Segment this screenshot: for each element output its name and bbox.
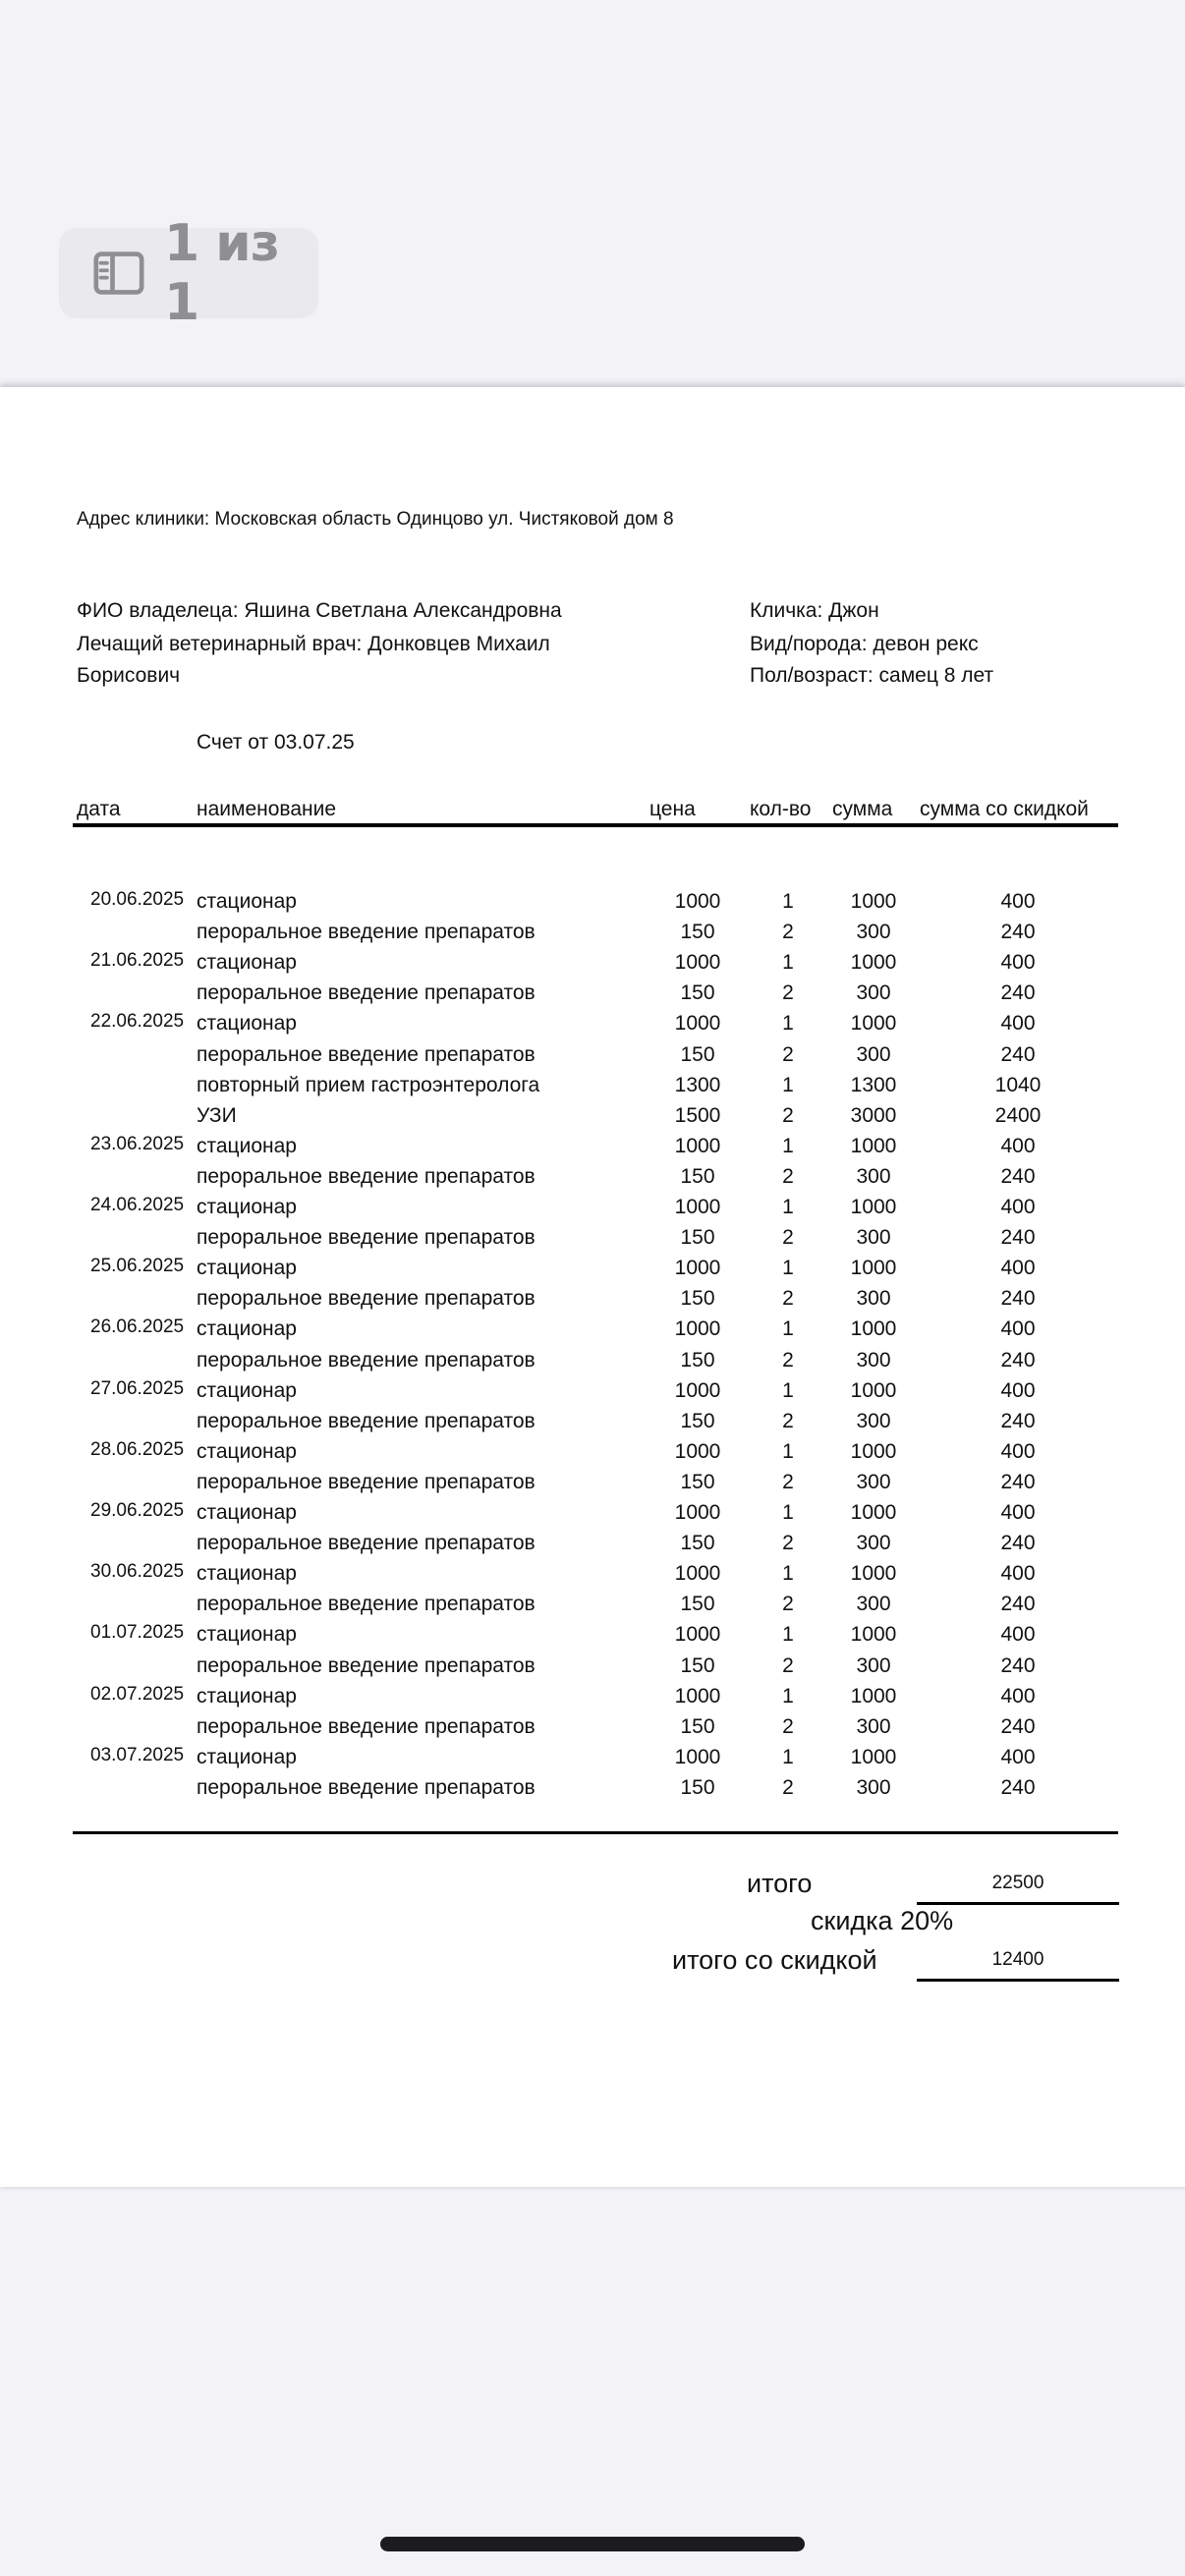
cell-name: стационар	[197, 951, 297, 975]
total-label: итого	[747, 1869, 813, 1898]
cell-qty: 1	[782, 1073, 794, 1096]
cell-name: УЗИ	[197, 1103, 237, 1127]
cell-discounted: 400	[1000, 1134, 1036, 1157]
cell-qty: 1	[782, 1257, 794, 1280]
cell-name: стационар	[197, 1623, 297, 1647]
cell-price: 150	[680, 1470, 715, 1493]
cell-discounted: 240	[1000, 1348, 1036, 1372]
cell-name: пероральное введение препаратов	[197, 1532, 536, 1555]
total-value: 22500	[991, 1873, 1044, 1893]
page-counter[interactable]	[59, 214, 318, 332]
cell-price: 1000	[674, 1196, 721, 1218]
cell-date: 22.06.2025	[90, 1011, 185, 1033]
cell-qty: 1	[782, 1562, 794, 1586]
cell-price: 1000	[674, 1501, 721, 1524]
cell-price: 1000	[674, 1317, 721, 1341]
cell-qty: 1	[782, 1134, 794, 1157]
cell-sum: 1000	[850, 1623, 897, 1647]
cell-discounted: 400	[1000, 1562, 1036, 1586]
cell-date: 28.06.2025	[90, 1438, 185, 1460]
cell-name: пероральное введение препаратов	[197, 1164, 536, 1188]
cell-price: 1000	[674, 1378, 721, 1402]
cell-date: 25.06.2025	[90, 1256, 185, 1277]
cell-price: 150	[680, 1348, 715, 1372]
cell-name: пероральное введение препаратов	[197, 1409, 536, 1432]
cell-sum: 300	[856, 1287, 891, 1311]
cell-sum: 1000	[850, 1562, 897, 1586]
pet-species: Вид/порода: девон рекс	[750, 633, 979, 655]
cell-name: пероральное введение препаратов	[197, 1593, 536, 1616]
cell-price: 150	[680, 921, 715, 944]
cell-sum: 1000	[850, 1745, 897, 1768]
cell-sum: 1000	[850, 1439, 897, 1463]
cell-name: пероральное введение препаратов	[197, 1042, 536, 1066]
cell-name: стационар	[197, 1501, 297, 1524]
cell-name: пероральное введение препаратов	[197, 1348, 536, 1372]
clinic-address: Адрес клиники: Московская область Одинцово ул. Чистяковой дом 8	[77, 509, 674, 530]
cell-name: пероральное введение препаратов	[197, 1470, 536, 1493]
cell-qty: 2	[782, 1714, 794, 1738]
cell-price: 1500	[674, 1103, 721, 1127]
cell-sum: 1300	[850, 1073, 897, 1096]
cell-price: 150	[680, 1532, 715, 1555]
cell-discounted: 400	[1000, 1439, 1036, 1463]
cell-sum: 1000	[850, 1684, 897, 1708]
col-header-price: цена	[649, 798, 696, 820]
cell-sum: 300	[856, 1470, 891, 1493]
cell-price: 150	[680, 1714, 715, 1738]
cell-name: стационар	[197, 890, 297, 913]
cell-qty: 2	[782, 1042, 794, 1066]
cell-sum: 300	[856, 981, 891, 1005]
cell-discounted: 400	[1000, 1317, 1036, 1341]
cell-qty: 1	[782, 1012, 794, 1036]
cell-date: 30.06.2025	[90, 1561, 185, 1583]
cell-sum: 1000	[850, 1378, 897, 1402]
cell-discounted: 400	[1000, 951, 1036, 975]
cell-date: 27.06.2025	[90, 1377, 185, 1399]
cell-qty: 2	[782, 1348, 794, 1372]
doctor-line-2: Борисович	[77, 664, 181, 687]
cell-sum: 300	[856, 1653, 891, 1677]
cell-price: 150	[680, 1593, 715, 1616]
invoice-title: Счет от 03.07.25	[197, 731, 355, 754]
cell-price: 150	[680, 1653, 715, 1677]
cell-discounted: 240	[1000, 1593, 1036, 1616]
cell-discounted: 2400	[994, 1103, 1042, 1127]
cell-price: 1000	[674, 1684, 721, 1708]
cell-sum: 1000	[850, 1257, 897, 1280]
cell-price: 1000	[674, 1439, 721, 1463]
cell-price: 150	[680, 1409, 715, 1432]
cell-discounted: 240	[1000, 981, 1036, 1005]
home-indicator[interactable]	[380, 2537, 805, 2551]
cell-discounted: 240	[1000, 1164, 1036, 1188]
cell-discounted: 1040	[994, 1073, 1042, 1096]
cell-name: стационар	[197, 1745, 297, 1768]
cell-sum: 300	[856, 1409, 891, 1432]
cell-qty: 1	[782, 1684, 794, 1708]
cell-date: 23.06.2025	[90, 1133, 185, 1154]
cell-discounted: 240	[1000, 1287, 1036, 1311]
cell-name: пероральное введение препаратов	[197, 1714, 536, 1738]
pet-sex-age: Пол/возраст: самец 8 лет	[750, 664, 994, 687]
owner-name: ФИО владелеца: Яшина Светлана Александровна	[77, 599, 562, 622]
cell-date: 21.06.2025	[90, 950, 185, 972]
sidebar-icon	[93, 250, 144, 297]
cell-name: стационар	[197, 1257, 297, 1280]
cell-price: 150	[680, 1164, 715, 1188]
cell-sum: 300	[856, 1042, 891, 1066]
cell-discounted: 240	[1000, 1653, 1036, 1677]
cell-qty: 2	[782, 981, 794, 1005]
cell-sum: 1000	[850, 890, 897, 913]
cell-sum: 300	[856, 1775, 891, 1799]
cell-qty: 1	[782, 1378, 794, 1402]
cell-sum: 300	[856, 1714, 891, 1738]
cell-qty: 1	[782, 1196, 794, 1218]
cell-sum: 300	[856, 1593, 891, 1616]
cell-discounted: 240	[1000, 1532, 1036, 1555]
cell-name: стационар	[197, 1134, 297, 1157]
cell-sum: 300	[856, 1532, 891, 1555]
cell-price: 1000	[674, 890, 721, 913]
cell-price: 1000	[674, 951, 721, 975]
cell-name: пероральное введение препаратов	[197, 1287, 536, 1311]
cell-name: пероральное введение препаратов	[197, 921, 536, 944]
discounted-total-underline	[917, 1979, 1119, 1982]
cell-discounted: 240	[1000, 1470, 1036, 1493]
pet-name: Кличка: Джон	[750, 599, 879, 622]
cell-name: повторный прием гастроэнтеролога	[197, 1073, 540, 1096]
cell-qty: 2	[782, 1103, 794, 1127]
cell-discounted: 400	[1000, 1257, 1036, 1280]
cell-discounted: 240	[1000, 1226, 1036, 1250]
cell-sum: 1000	[850, 951, 897, 975]
table-bottom-rule	[73, 1831, 1118, 1834]
cell-qty: 1	[782, 890, 794, 913]
document-page	[0, 387, 1185, 2187]
cell-price: 150	[680, 1775, 715, 1799]
cell-discounted: 240	[1000, 1775, 1036, 1799]
cell-name: стационар	[197, 1378, 297, 1402]
cell-date: 03.07.2025	[90, 1744, 185, 1765]
cell-sum: 3000	[850, 1103, 897, 1127]
cell-qty: 2	[782, 1653, 794, 1677]
cell-name: пероральное введение препаратов	[197, 1226, 536, 1250]
cell-sum: 300	[856, 1226, 891, 1250]
cell-qty: 1	[782, 1745, 794, 1768]
cell-qty: 1	[782, 1439, 794, 1463]
cell-sum: 1000	[850, 1134, 897, 1157]
cell-qty: 2	[782, 1287, 794, 1311]
cell-qty: 1	[782, 1623, 794, 1647]
cell-qty: 2	[782, 1164, 794, 1188]
cell-price: 1000	[674, 1562, 721, 1586]
cell-price: 150	[680, 981, 715, 1005]
total-underline	[917, 1902, 1119, 1905]
cell-name: пероральное введение препаратов	[197, 981, 536, 1005]
cell-qty: 2	[782, 921, 794, 944]
cell-qty: 2	[782, 1775, 794, 1799]
cell-name: стационар	[197, 1196, 297, 1218]
cell-date: 01.07.2025	[90, 1622, 185, 1644]
cell-discounted: 240	[1000, 1714, 1036, 1738]
cell-discounted: 400	[1000, 890, 1036, 913]
cell-price: 150	[680, 1226, 715, 1250]
cell-sum: 300	[856, 1164, 891, 1188]
cell-qty: 2	[782, 1532, 794, 1555]
cell-name: стационар	[197, 1562, 297, 1586]
cell-qty: 2	[782, 1593, 794, 1616]
cell-name: стационар	[197, 1684, 297, 1708]
cell-price: 150	[680, 1287, 715, 1311]
cell-date: 24.06.2025	[90, 1195, 185, 1215]
cell-discounted: 400	[1000, 1501, 1036, 1524]
cell-price: 1300	[674, 1073, 721, 1096]
cell-price: 1000	[674, 1134, 721, 1157]
cell-sum: 1000	[850, 1501, 897, 1524]
cell-date: 29.06.2025	[90, 1500, 185, 1521]
cell-qty: 2	[782, 1409, 794, 1432]
cell-discounted: 400	[1000, 1684, 1036, 1708]
cell-sum: 1000	[850, 1317, 897, 1341]
cell-date: 02.07.2025	[90, 1683, 185, 1705]
cell-qty: 2	[782, 1470, 794, 1493]
cell-name: пероральное введение препаратов	[197, 1775, 536, 1799]
col-header-discounted: сумма со скидкой	[920, 798, 1089, 820]
cell-price: 1000	[674, 1623, 721, 1647]
discounted-total-value: 12400	[991, 1949, 1044, 1970]
cell-sum: 300	[856, 1348, 891, 1372]
cell-price: 1000	[674, 1012, 721, 1036]
cell-discounted: 240	[1000, 1409, 1036, 1432]
doctor-line-1: Лечащий ветеринарный врач: Донковцев Михаил	[77, 633, 550, 655]
header-rule	[73, 823, 1118, 827]
discounted-total-label: итого со скидкой	[672, 1945, 877, 1975]
cell-qty: 2	[782, 1226, 794, 1250]
cell-price: 1000	[674, 1745, 721, 1768]
cell-date: 26.06.2025	[90, 1316, 185, 1338]
cell-discounted: 400	[1000, 1378, 1036, 1402]
cell-qty: 1	[782, 1501, 794, 1524]
col-header-sum: сумма	[832, 798, 893, 820]
cell-name: стационар	[197, 1012, 297, 1036]
cell-discounted: 240	[1000, 1042, 1036, 1066]
cell-discounted: 240	[1000, 921, 1036, 944]
cell-price: 1000	[674, 1257, 721, 1280]
page-counter-label: 1 из 1	[163, 214, 279, 332]
cell-date: 20.06.2025	[90, 889, 185, 910]
cell-name: стационар	[197, 1317, 297, 1341]
cell-discounted: 400	[1000, 1745, 1036, 1768]
cell-qty: 1	[782, 1317, 794, 1341]
col-header-name: наименование	[197, 798, 337, 820]
col-header-date: дата	[77, 798, 121, 820]
cell-price: 150	[680, 1042, 715, 1066]
cell-sum: 1000	[850, 1012, 897, 1036]
cell-discounted: 400	[1000, 1196, 1036, 1218]
discount-label: скидка 20%	[811, 1906, 954, 1935]
cell-sum: 1000	[850, 1196, 897, 1218]
cell-qty: 1	[782, 951, 794, 975]
cell-name: пероральное введение препаратов	[197, 1653, 536, 1677]
col-header-qty: кол-во	[750, 798, 812, 820]
cell-name: стационар	[197, 1439, 297, 1463]
cell-discounted: 400	[1000, 1012, 1036, 1036]
cell-discounted: 400	[1000, 1623, 1036, 1647]
cell-sum: 300	[856, 921, 891, 944]
